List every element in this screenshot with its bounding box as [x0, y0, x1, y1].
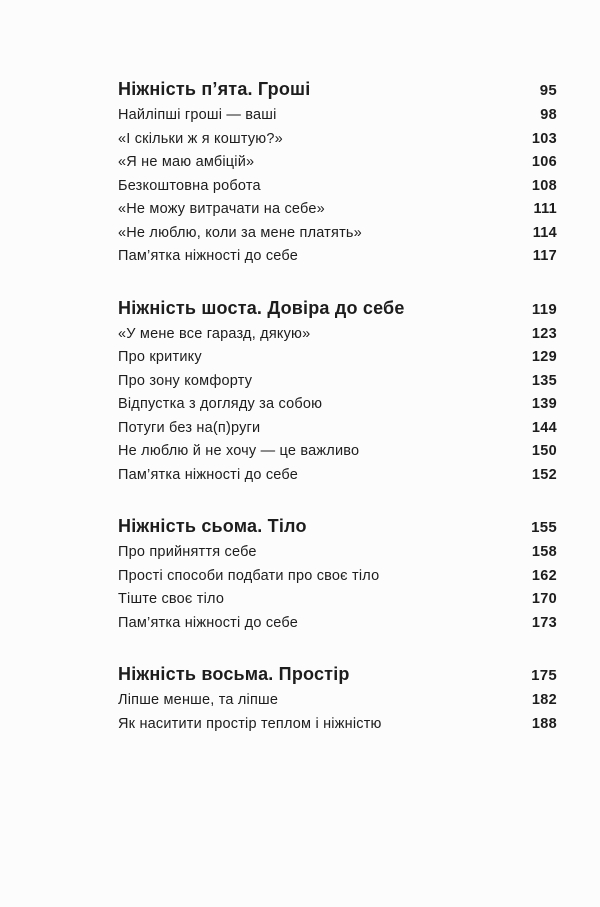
toc-section: [118, 76, 557, 269]
toc-entry-row: [118, 417, 557, 441]
toc-entry-label: Як наситити простір теплом і ніжністю: [118, 715, 382, 732]
toc-entry-row: [118, 541, 557, 565]
toc-entry-row: [118, 713, 557, 737]
toc-section: [118, 661, 557, 736]
toc-entry-label: «І скільки ж я коштую?»: [118, 130, 283, 147]
toc-entry-row: [118, 565, 557, 589]
toc-entry-label: Про критику: [118, 349, 202, 365]
toc-entry-label: Про зону комфорту: [118, 372, 253, 389]
toc-entry-row: [118, 588, 557, 612]
toc-entry-page-number: 114: [532, 224, 557, 241]
toc-entry-label: «У мене все гаразд, дякую»: [118, 325, 311, 342]
toc-section: [118, 513, 557, 635]
toc-entry-label: Прості способи подбати про своє тіло: [118, 567, 380, 584]
toc-entry-row: [118, 689, 557, 713]
toc-entry-page-number: 108: [531, 177, 557, 194]
toc-entry-label: Потуги без на(п)руги: [118, 419, 261, 436]
toc-section: [118, 295, 557, 488]
toc-entry-label: Пам’ятка ніжності до себе: [118, 466, 298, 483]
toc-entry-row: [118, 245, 557, 269]
toc-entry-row: [118, 151, 557, 175]
toc-entry-row: [118, 198, 557, 222]
toc-section-title: Ніжність п’ята. Гроші: [118, 79, 311, 99]
toc-entry-page-number: 139: [531, 396, 557, 412]
toc-entry-row: [118, 393, 557, 417]
toc-entry-page-number: 144: [531, 419, 557, 436]
toc-entry-page-number: 117: [532, 248, 557, 264]
toc-entry-page-number: 188: [531, 715, 557, 732]
toc-entry-row: [118, 464, 557, 488]
toc-entry-page-number: 103: [531, 130, 557, 147]
toc-entry-row: [118, 222, 557, 246]
toc-entry-label: Про прийняття себе: [118, 544, 257, 560]
toc-entry-page-number: 152: [531, 466, 557, 483]
toc-entry-page-number: 135: [531, 372, 557, 389]
toc-section-title: Ніжність сьома. Тіло: [118, 516, 307, 536]
toc-section-page-number: 175: [531, 667, 557, 684]
toc-entry-row: [118, 370, 557, 394]
toc-entry-label: Пам’ятка ніжності до себе: [118, 614, 298, 631]
toc-entry-label: «Не люблю, коли за мене платять»: [118, 224, 362, 241]
toc-entry-page-number: 162: [531, 567, 557, 584]
toc-entry-row: [118, 440, 557, 464]
toc-entry-page-number: 111: [533, 201, 557, 217]
toc-section-page-number: 155: [531, 519, 557, 536]
toc-entry-page-number: 123: [531, 325, 557, 342]
toc-entry-label: Пам’ятка ніжності до себе: [118, 248, 298, 264]
toc-entry-label: «Я не маю амбіцій»: [118, 154, 255, 170]
toc-entry-row: [118, 104, 557, 128]
toc-entry-label: Ліпше менше, та ліпше: [118, 692, 279, 708]
toc-entry-row: [118, 346, 557, 370]
toc-entry-page-number: 150: [531, 443, 557, 459]
toc-entry-label: Найліпші гроші — ваші: [118, 107, 277, 123]
toc-entry-row: [118, 128, 557, 152]
toc-entry-row: [118, 175, 557, 199]
toc-section-heading-row: [118, 295, 557, 323]
table-of-contents: [118, 76, 557, 736]
toc-entry-page-number: 158: [531, 544, 557, 560]
toc-entry-label: Відпустка з догляду за собою: [118, 396, 323, 412]
toc-entry-page-number: 182: [531, 692, 557, 708]
toc-section-heading-row: [118, 513, 557, 541]
toc-section-title: Ніжність восьма. Простір: [118, 664, 350, 684]
toc-entry-label: «Не можу витрачати на себе»: [118, 201, 325, 217]
toc-entry-page-number: 106: [531, 154, 557, 170]
toc-section-heading-row: [118, 661, 557, 689]
toc-section-heading-row: [118, 76, 557, 104]
toc-section-page-number: 119: [531, 300, 557, 318]
toc-entry-row: [118, 612, 557, 636]
toc-entry-page-number: 129: [531, 349, 557, 365]
toc-entry-label: Тіште своє тіло: [118, 591, 225, 607]
toc-entry-page-number: 170: [531, 591, 557, 607]
toc-entry-label: Безкоштовна робота: [118, 177, 261, 194]
toc-entry-label: Не люблю й не хочу — це важливо: [118, 443, 360, 459]
toc-section-title: Ніжність шоста. Довіра до себе: [118, 297, 405, 318]
toc-entry-page-number: 173: [531, 614, 557, 631]
toc-entry-page-number: 98: [540, 107, 557, 123]
toc-entry-row: [118, 323, 557, 347]
toc-section-page-number: 95: [539, 82, 557, 99]
